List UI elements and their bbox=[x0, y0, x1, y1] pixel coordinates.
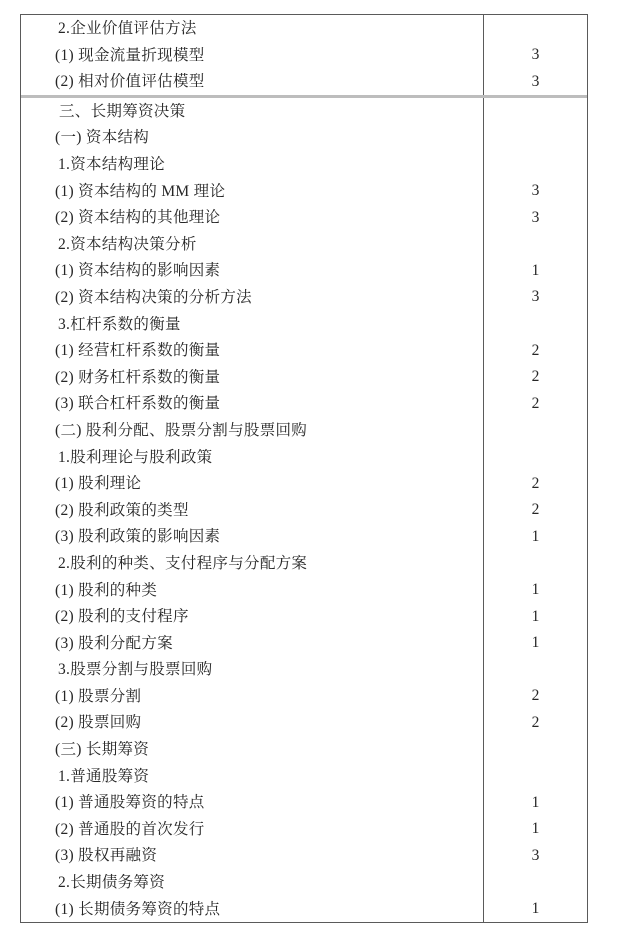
score-cell bbox=[483, 444, 587, 471]
table-row bbox=[21, 68, 587, 95]
table-row bbox=[21, 736, 587, 763]
row-label: (3) 联合杠杆系数的衡量 bbox=[55, 395, 221, 413]
topic-cell bbox=[21, 502, 483, 519]
row-label: 1.普通股筹资 bbox=[58, 767, 150, 785]
score-cell bbox=[483, 656, 587, 683]
topic-cell bbox=[21, 20, 483, 37]
row-score: 2 bbox=[531, 368, 540, 386]
row-score: 2 bbox=[531, 394, 540, 412]
row-label: (1) 现金流量折现模型 bbox=[55, 46, 205, 64]
topic-cell bbox=[21, 847, 483, 864]
topic-cell bbox=[21, 183, 483, 200]
row-label: 2.资本结构决策分析 bbox=[58, 235, 197, 253]
score-cell bbox=[483, 231, 587, 258]
score-cell bbox=[483, 124, 587, 151]
row-label: (三) 长期筹资 bbox=[55, 741, 150, 759]
table-row bbox=[21, 709, 587, 736]
score-cell bbox=[483, 15, 587, 42]
score-cell bbox=[483, 151, 587, 178]
table-row bbox=[21, 231, 587, 258]
score-cell bbox=[483, 68, 587, 95]
table-row bbox=[21, 576, 587, 603]
score-cell bbox=[483, 763, 587, 790]
row-label: (2) 资本结构决策的分析方法 bbox=[55, 288, 252, 306]
table-row bbox=[21, 178, 587, 205]
table-row bbox=[21, 151, 587, 178]
topic-cell bbox=[21, 209, 483, 226]
topic-cell bbox=[21, 449, 483, 466]
score-cell bbox=[483, 178, 587, 205]
score-cell bbox=[483, 523, 587, 550]
row-score: 2 bbox=[531, 687, 540, 705]
row-label: (3) 股利政策的影响因素 bbox=[55, 528, 221, 546]
topic-cell bbox=[21, 635, 483, 652]
table-row bbox=[21, 390, 587, 417]
score-cell bbox=[483, 630, 587, 657]
row-label: (2) 股利的支付程序 bbox=[55, 608, 189, 626]
table-row bbox=[21, 364, 587, 391]
row-score: 3 bbox=[531, 46, 540, 64]
table-row bbox=[21, 417, 587, 444]
topic-cell bbox=[21, 129, 483, 146]
row-score: 2 bbox=[531, 713, 540, 731]
row-score: 1 bbox=[531, 527, 540, 545]
row-score: 3 bbox=[531, 208, 540, 226]
score-cell bbox=[483, 789, 587, 816]
score-cell bbox=[483, 869, 587, 896]
score-cell bbox=[483, 736, 587, 763]
table-row bbox=[21, 337, 587, 364]
topic-cell bbox=[21, 103, 483, 120]
row-score: 1 bbox=[531, 900, 540, 918]
row-score: 3 bbox=[531, 846, 540, 864]
topic-cell bbox=[21, 395, 483, 412]
score-cell bbox=[483, 284, 587, 311]
row-score: 1 bbox=[531, 581, 540, 599]
topic-cell bbox=[21, 156, 483, 173]
row-label: (二) 股利分配、股票分割与股票回购 bbox=[55, 421, 308, 439]
topic-cell bbox=[21, 289, 483, 306]
row-label: (2) 普通股的首次发行 bbox=[55, 820, 205, 838]
row-label: (一) 资本结构 bbox=[55, 129, 150, 147]
topic-cell bbox=[21, 369, 483, 386]
table-row bbox=[21, 124, 587, 151]
score-cell bbox=[483, 497, 587, 524]
syllabus-table bbox=[20, 14, 588, 923]
topic-cell bbox=[21, 768, 483, 785]
row-score: 3 bbox=[531, 288, 540, 306]
row-score: 3 bbox=[531, 182, 540, 200]
table-row bbox=[21, 204, 587, 231]
row-label: (1) 长期债务筹资的特点 bbox=[55, 900, 221, 918]
score-cell bbox=[483, 204, 587, 231]
table-row bbox=[21, 497, 587, 524]
score-cell bbox=[483, 842, 587, 869]
table-row bbox=[21, 683, 587, 710]
score-cell bbox=[483, 576, 587, 603]
score-cell bbox=[483, 98, 587, 125]
score-cell bbox=[483, 257, 587, 284]
row-score: 1 bbox=[531, 793, 540, 811]
table-row bbox=[21, 284, 587, 311]
row-label: 3.杠杆系数的衡量 bbox=[58, 315, 181, 333]
table-row bbox=[21, 630, 587, 657]
topic-cell bbox=[21, 714, 483, 731]
row-label: (1) 股利的种类 bbox=[55, 581, 158, 599]
topic-cell bbox=[21, 821, 483, 838]
score-cell bbox=[483, 417, 587, 444]
topic-cell bbox=[21, 262, 483, 279]
row-score: 2 bbox=[531, 341, 540, 359]
table-row bbox=[21, 523, 587, 550]
topic-cell bbox=[21, 874, 483, 891]
row-label: 2.股利的种类、支付程序与分配方案 bbox=[58, 554, 308, 572]
table-row bbox=[21, 603, 587, 630]
row-label: (3) 股权再融资 bbox=[55, 847, 158, 865]
topic-cell bbox=[21, 741, 483, 758]
row-label: (1) 普通股筹资的特点 bbox=[55, 794, 205, 812]
table-row bbox=[21, 15, 587, 42]
table-row bbox=[21, 789, 587, 816]
topic-cell bbox=[21, 901, 483, 918]
row-label: (2) 资本结构的其他理论 bbox=[55, 209, 221, 227]
topic-cell bbox=[21, 555, 483, 572]
table-row bbox=[21, 896, 587, 923]
row-label: (2) 股利政策的类型 bbox=[55, 501, 189, 519]
score-cell bbox=[483, 311, 587, 338]
score-cell bbox=[483, 709, 587, 736]
topic-cell bbox=[21, 316, 483, 333]
score-cell bbox=[483, 337, 587, 364]
row-label: (1) 股利理论 bbox=[55, 475, 142, 493]
row-score: 1 bbox=[531, 820, 540, 838]
row-label: 2.长期债务筹资 bbox=[58, 874, 166, 892]
row-label: (3) 股利分配方案 bbox=[55, 634, 173, 652]
row-label: (1) 股票分割 bbox=[55, 687, 142, 705]
topic-cell bbox=[21, 342, 483, 359]
row-score: 1 bbox=[531, 261, 540, 279]
topic-cell bbox=[21, 794, 483, 811]
topic-cell bbox=[21, 688, 483, 705]
row-label: (2) 相对价值评估模型 bbox=[55, 73, 205, 91]
row-label: (1) 资本结构的影响因素 bbox=[55, 262, 221, 280]
topic-cell bbox=[21, 475, 483, 492]
table-row bbox=[21, 816, 587, 843]
topic-cell bbox=[21, 236, 483, 253]
row-score: 1 bbox=[531, 634, 540, 652]
row-label: 3.股票分割与股票回购 bbox=[58, 661, 213, 679]
table-row bbox=[21, 444, 587, 471]
score-cell bbox=[483, 816, 587, 843]
table-row bbox=[21, 869, 587, 896]
score-cell bbox=[483, 470, 587, 497]
score-cell bbox=[483, 364, 587, 391]
topic-cell bbox=[21, 73, 483, 90]
topic-cell bbox=[21, 608, 483, 625]
row-label: (2) 财务杠杆系数的衡量 bbox=[55, 368, 221, 386]
score-cell bbox=[483, 683, 587, 710]
topic-cell bbox=[21, 422, 483, 439]
topic-cell bbox=[21, 661, 483, 678]
table-row bbox=[21, 550, 587, 577]
row-score: 3 bbox=[531, 72, 540, 90]
table-row bbox=[21, 656, 587, 683]
table-row bbox=[21, 98, 587, 125]
row-score: 2 bbox=[531, 501, 540, 519]
score-cell bbox=[483, 896, 587, 923]
row-label: (2) 股票回购 bbox=[55, 714, 142, 732]
table-row bbox=[21, 842, 587, 869]
table-row bbox=[21, 257, 587, 284]
row-score: 1 bbox=[531, 607, 540, 625]
topic-cell bbox=[21, 582, 483, 599]
score-cell bbox=[483, 550, 587, 577]
row-label: 1.股利理论与股利政策 bbox=[58, 448, 213, 466]
score-cell bbox=[483, 390, 587, 417]
row-label: 1.资本结构理论 bbox=[58, 156, 166, 174]
table-row bbox=[21, 42, 587, 69]
table-row bbox=[21, 763, 587, 790]
table-row bbox=[21, 311, 587, 338]
row-label: (1) 经营杠杆系数的衡量 bbox=[55, 342, 221, 360]
row-label: (1) 资本结构的 MM 理论 bbox=[55, 182, 226, 200]
table-row bbox=[21, 470, 587, 497]
topic-cell bbox=[21, 47, 483, 64]
topic-cell bbox=[21, 528, 483, 545]
row-score: 2 bbox=[531, 474, 540, 492]
score-cell bbox=[483, 603, 587, 630]
row-label: 2.企业价值评估方法 bbox=[58, 20, 197, 38]
row-label: 三、长期筹资决策 bbox=[59, 102, 186, 120]
score-cell bbox=[483, 42, 587, 69]
